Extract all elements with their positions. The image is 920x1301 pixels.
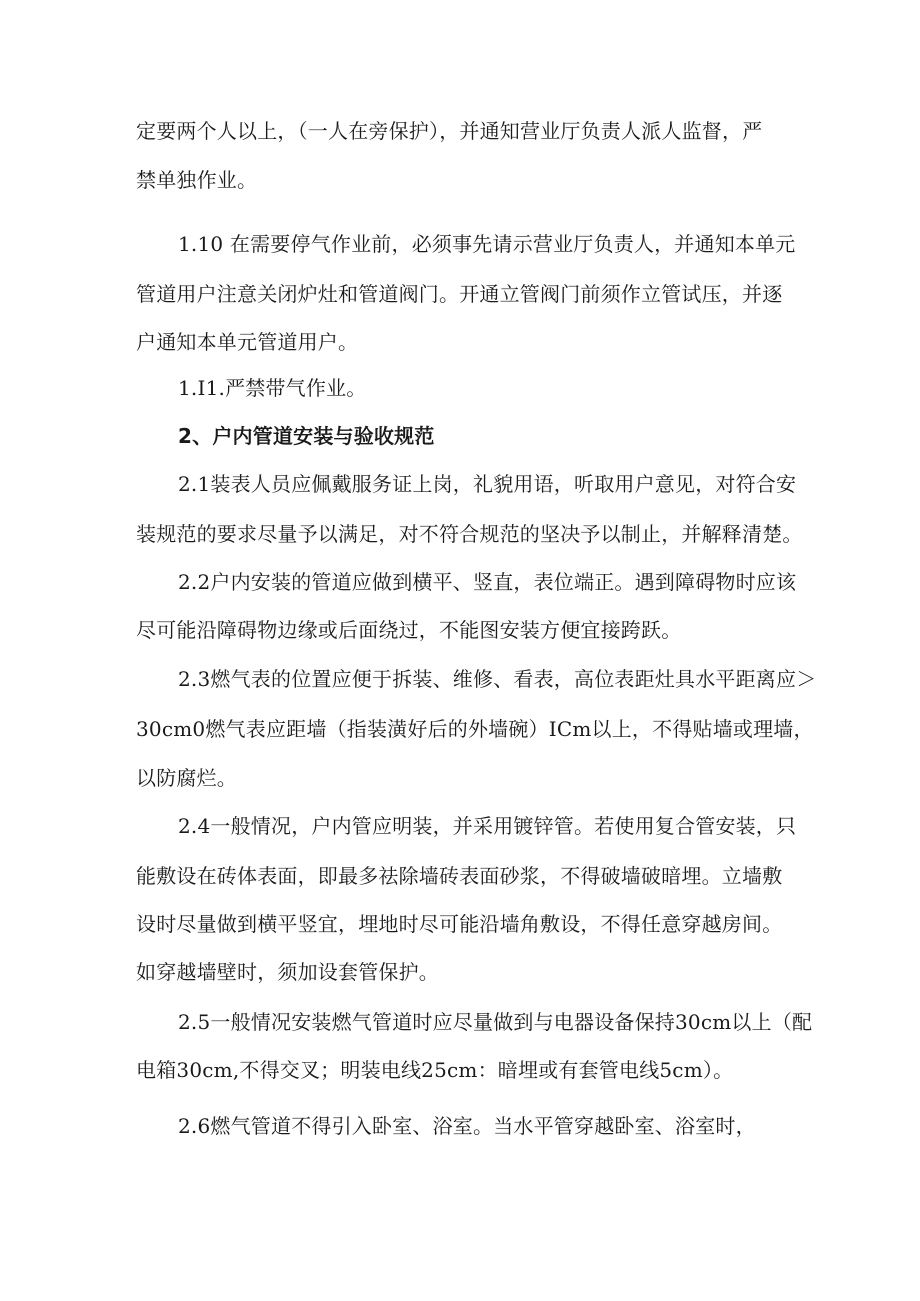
text-line: 尽可能沿障碍物边缘或后面绕过，不能图安装方便宜接跨跃。 xyxy=(136,618,682,642)
text-line: 禁单独作业。 xyxy=(136,168,258,192)
text-line: 2.2户内安装的管道应做到横平、竖直，表位端正。遇到障碍物时应该 xyxy=(178,570,797,594)
text-line: 电箱30cm,不得交叉；明装电线25cm：暗埋或有套管电线5cm）。 xyxy=(136,1058,734,1082)
text-line: 装规范的要求尽量予以满足，对不符合规范的坚决予以制止，并解释清楚。 xyxy=(136,522,803,546)
text-line: 1.I1.严禁带气作业。 xyxy=(178,376,367,400)
text-line: 定要两个人以上，（一人在旁保护），并通知营业厅负责人派人监督，严 xyxy=(136,119,763,143)
text-line: 能敷设在砖体表面，即最多祛除墙砖表面砂浆，不得破墙破暗埋。立墙敷 xyxy=(136,864,783,888)
text-line: 管道用户注意关闭炉灶和管道阀门。开通立管阀门前须作立管试压，并逐 xyxy=(136,282,783,306)
text-line: 2.5一般情况安装燃气管道时应尽量做到与电器设备保持30cm以上（配 xyxy=(178,1010,813,1034)
text-line: 如穿越墙壁时，须加设套管保护。 xyxy=(136,960,439,984)
text-line: 2.3燃气表的位置应便于拆装、维修、看表，高位表距灶具水平距离应＞ xyxy=(178,667,817,691)
text-line: 1.10 在需要停气作业前，必须事先请示营业厅负责人，并通知本单元 xyxy=(178,232,796,256)
text-line: 2.1装表人员应佩戴服务证上岗，礼貌用语，听取用户意见，对符合安 xyxy=(178,472,797,496)
text-line: 2.6燃气管道不得引入卧室、浴室。当水平管穿越卧室、浴室时， xyxy=(178,1114,756,1138)
text-line: 设时尽量做到横平竖宜，埋地时尽可能沿墙角敷设，不得任意穿越房间。 xyxy=(136,912,783,936)
text-line: 户通知本单元管道用户。 xyxy=(136,330,359,354)
text-line: 30cm0燃气表应距墙（指装潢好后的外墙碗）ICm以上，不得贴墙或理墙， xyxy=(136,717,814,741)
text-line: 2.4一般情况，户内管应明装，并采用镀锌管。若使用复合管安装，只 xyxy=(178,814,797,838)
text-line: 以防腐烂。 xyxy=(136,766,237,790)
section-heading: 2、户内管道安装与验收规范 xyxy=(178,424,435,448)
